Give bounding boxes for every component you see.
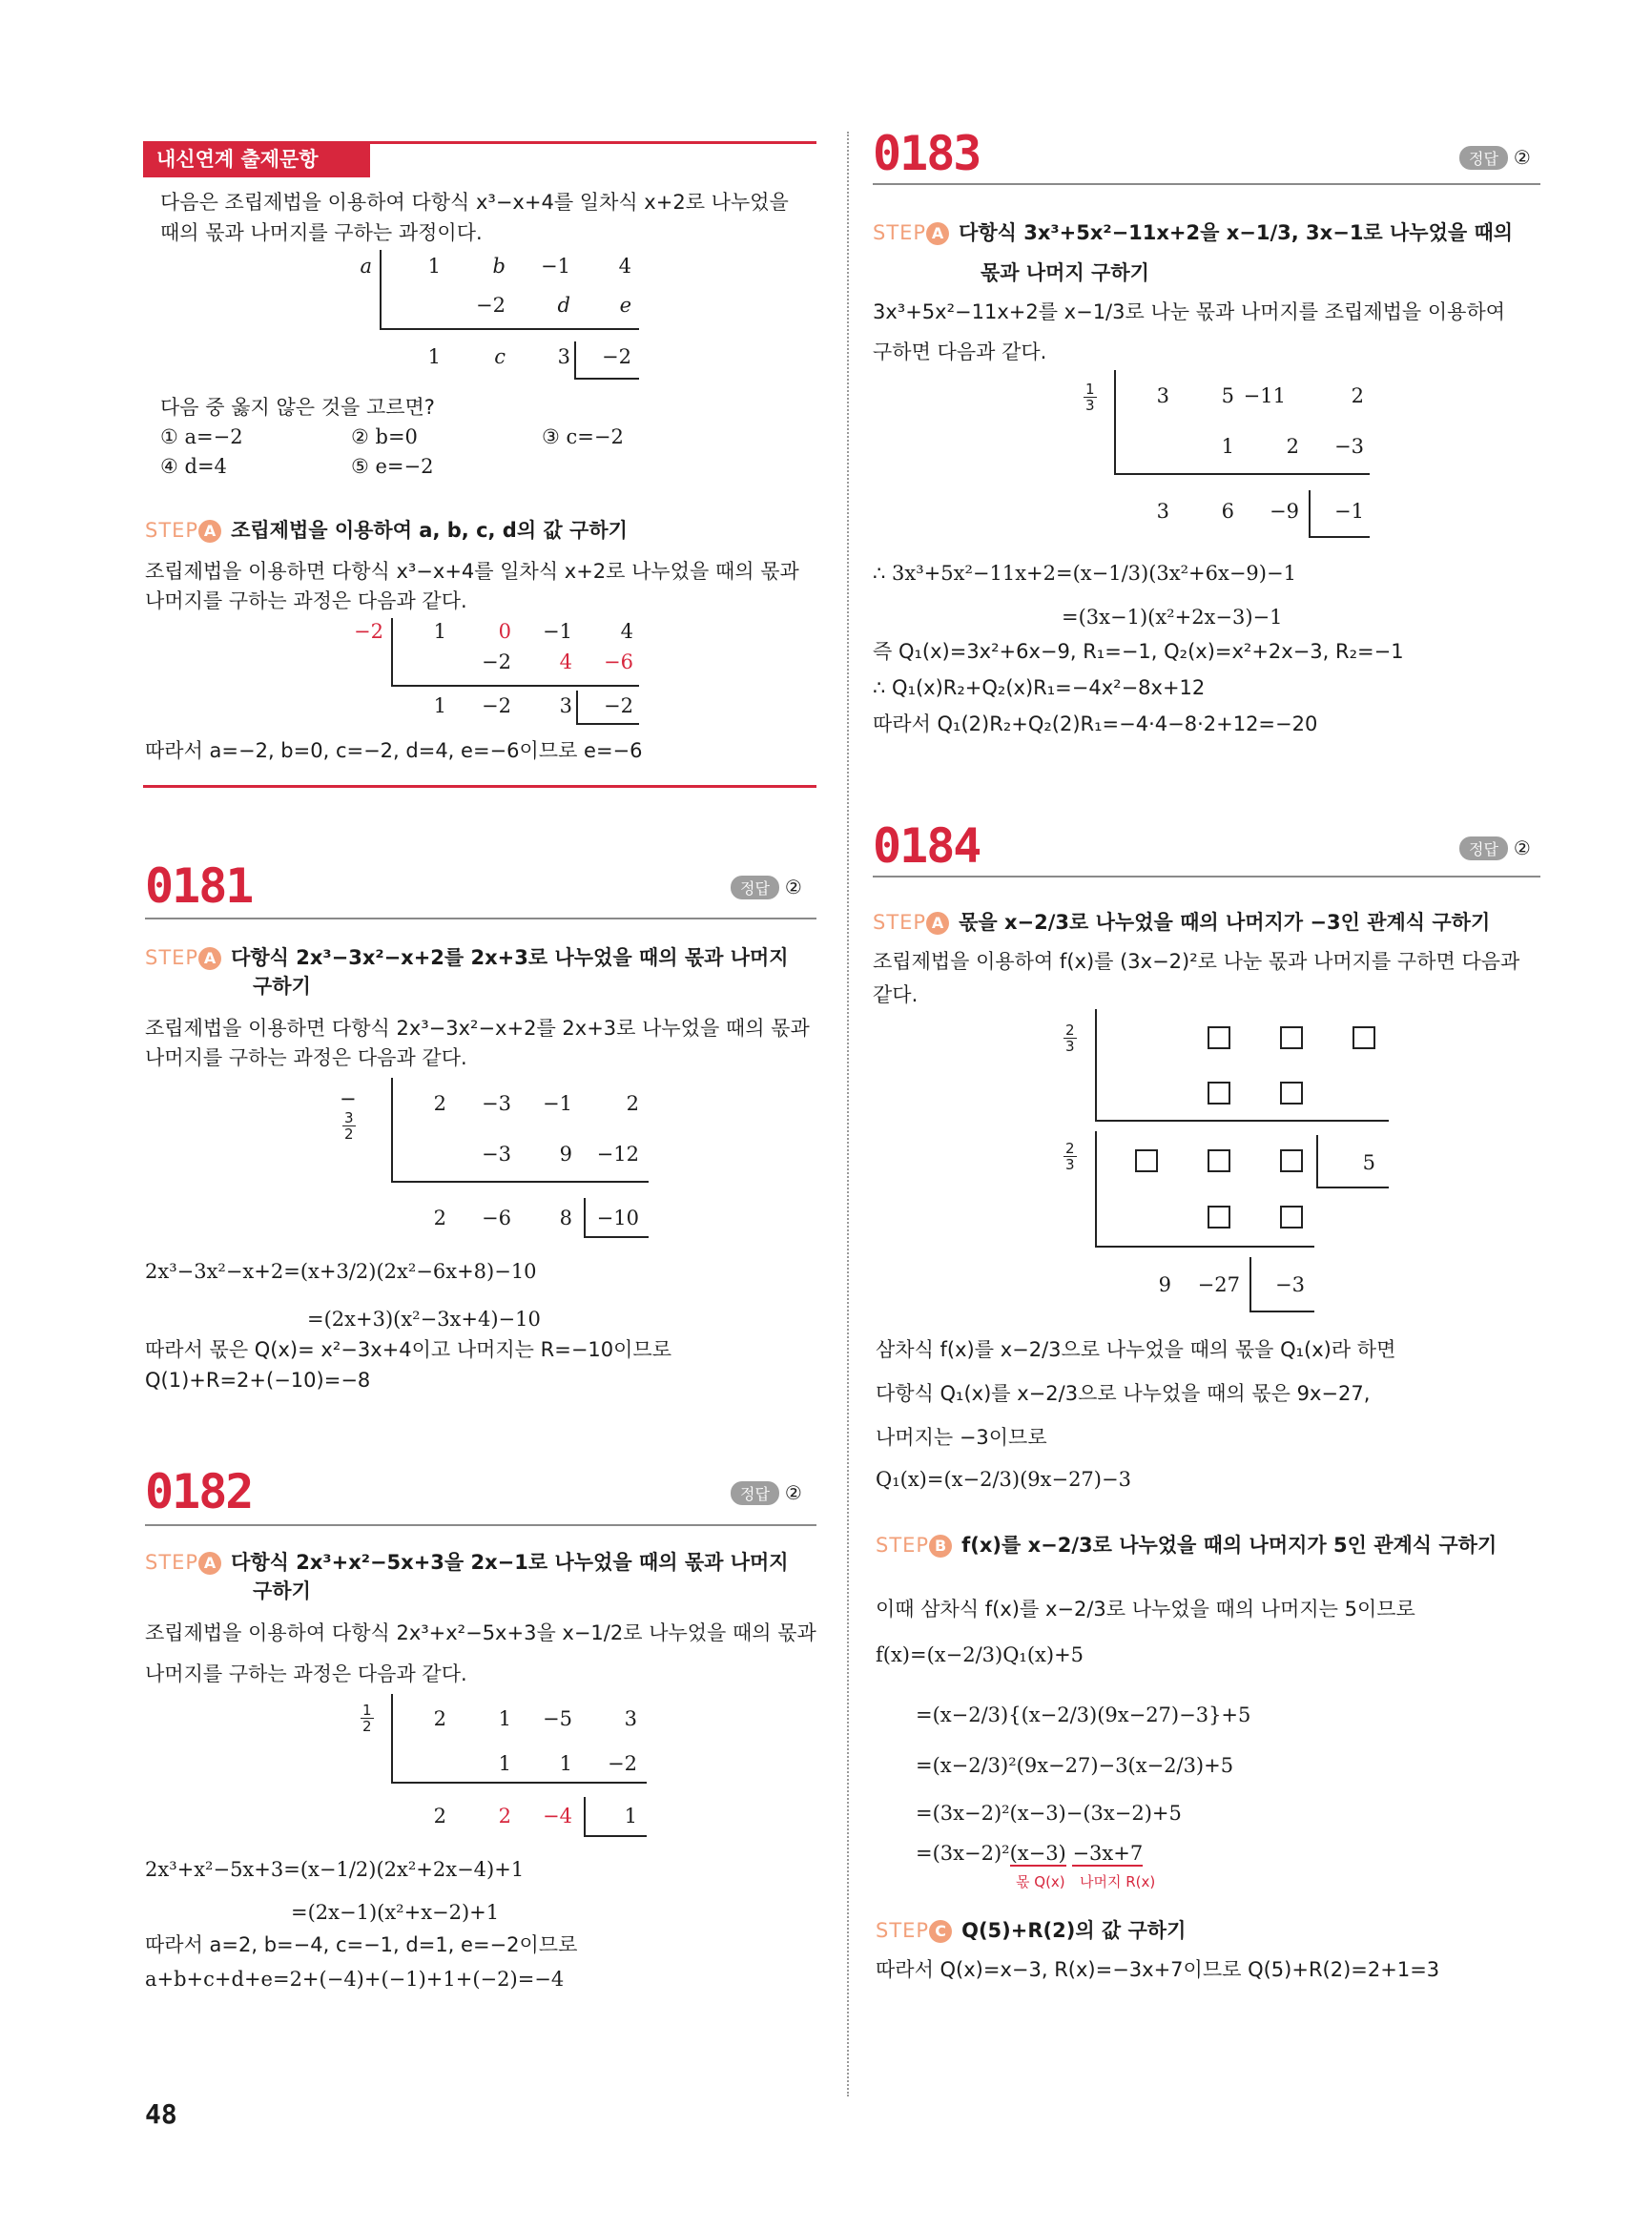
cell: 1: [498, 1752, 511, 1775]
cell: 2: [1286, 435, 1299, 458]
cell: −11: [1243, 384, 1286, 407]
cell: d: [557, 294, 570, 317]
cell: 4: [618, 255, 631, 278]
solution-line: 즉 Q₁(x)=3x²+6x−9, R₁=−1, Q₂(x)=x²+2x−3, R₂=−1: [873, 640, 1404, 663]
cell: b: [492, 255, 506, 278]
solution-line: a+b+c+d+e=2+(−4)+(−1)+1+(−2)=−4: [145, 1968, 565, 1991]
cell: 2: [1351, 384, 1364, 407]
solution-line: Q(1)+R=2+(−10)=−8: [145, 1369, 371, 1392]
cell: 2: [433, 1805, 446, 1827]
step-badge: C: [929, 1920, 952, 1943]
cell: −12: [596, 1143, 639, 1166]
step-badge: A: [198, 520, 221, 543]
step-title-cont: 몫과 나머지 구하기: [981, 261, 1149, 284]
equation: ∴ 3x³+5x²−11x+2=(x−1/3)(3x²+6x−9)−1: [873, 562, 1296, 585]
solution-line: 따라서 Q(x)=x−3, R(x)=−3x+7이므로 Q(5)+R(2)=2+1=3: [876, 1958, 1440, 1981]
solution-line: 따라서 몫은 Q(x)= x²−3x+4이고 나머지는 R=−10이므로: [145, 1338, 672, 1361]
solution-line: 나머지를 구하는 과정은 다음과 같다.: [145, 589, 467, 612]
cell: −5: [543, 1707, 572, 1730]
cell: 3: [1156, 384, 1169, 407]
choice-1: ① a=−2: [160, 425, 243, 448]
question-prompt: 다음 중 옳지 않은 것을 고르면?: [160, 396, 435, 419]
cell: 9: [559, 1143, 572, 1166]
divisor-fraction: − $\frac{3}{2}$: [340, 1087, 357, 1143]
column-divider: [847, 132, 849, 2096]
cell: −2: [482, 650, 511, 673]
step-title-cont: 구하기: [253, 975, 311, 998]
cell: −4: [543, 1805, 572, 1827]
cell: −1: [543, 1092, 572, 1115]
solution-line: 같다.: [873, 983, 919, 1006]
problem-number: 0182: [145, 1464, 253, 1519]
solution-conclusion: 따라서 a=−2, b=0, c=−2, d=4, e=−6이므로 e=−6: [145, 739, 643, 762]
cell: e: [619, 294, 631, 317]
solution-line: 이때 삼차식 f(x)를 x−2/3로 나누었을 때의 나머지는 5이므로: [876, 1598, 1415, 1621]
equation: 2x³+x²−5x+3=(x−1/2)(2x²+2x−4)+1: [145, 1858, 525, 1881]
cell: 3: [557, 345, 570, 368]
cell: 3: [624, 1707, 637, 1730]
equation: Q₁(x)=(x−2/3)(9x−27)−3: [876, 1468, 1131, 1491]
cell: −3: [482, 1092, 511, 1115]
equation: =(2x−1)(x²+x−2)+1: [291, 1901, 500, 1924]
section-banner: 내신연계 출제문항: [143, 141, 370, 177]
step-badge: A: [926, 912, 949, 935]
equation: 2x³−3x²−x+2=(x+3/2)(2x²−6x+8)−10: [145, 1260, 537, 1283]
blank-box: [1208, 1026, 1230, 1049]
note-quotient: 몫 Q(x): [1016, 1873, 1065, 1890]
divisor-fraction: $\frac{1}{3}$: [1085, 381, 1095, 414]
cell: −3: [1275, 1273, 1305, 1296]
solution-line: 나머지를 구하는 과정은 다음과 같다.: [145, 1046, 467, 1069]
step-badge: A: [926, 222, 949, 245]
solution-line: 삼차식 f(x)를 x−2/3으로 나누었을 때의 몫을 Q₁(x)라 하면: [876, 1338, 1396, 1361]
solution-line: 3x³+5x²−11x+2를 x−1/3로 나눈 몫과 나머지를 조립제법을 이용하여: [873, 300, 1506, 323]
step-badge: A: [198, 947, 221, 970]
cell: 1: [427, 255, 441, 278]
answer-tag: 정답 ②: [731, 876, 802, 899]
blank-box: [1208, 1206, 1230, 1229]
cell: c: [494, 345, 506, 368]
problem-number: 0181: [145, 858, 253, 914]
equation: =(x−2/3){(x−2/3)(9x−27)−3}+5: [916, 1703, 1251, 1726]
cell: −2: [608, 1752, 637, 1775]
question-intro-2: 때의 몫과 나머지를 구하는 과정이다.: [160, 221, 483, 244]
choice-4: ④ d=4: [160, 455, 227, 478]
step-badge: A: [198, 1552, 221, 1575]
problem-number: 0183: [873, 126, 981, 181]
cell: −6: [604, 650, 633, 673]
page-number: 48: [145, 2098, 177, 2130]
cell: 2: [498, 1805, 511, 1827]
cell: 2: [433, 1707, 446, 1730]
choice-3: ③ c=−2: [542, 425, 624, 448]
blank-box: [1353, 1026, 1375, 1049]
cell: −2: [602, 345, 631, 368]
cell: −1: [543, 620, 572, 643]
solution-line: 다항식 Q₁(x)를 x−2/3으로 나누었을 때의 몫은 9x−27,: [876, 1382, 1371, 1405]
cell: 1: [624, 1805, 637, 1827]
divisor: −2: [354, 620, 383, 643]
blank-box: [1135, 1149, 1158, 1172]
cell: 1: [433, 620, 446, 643]
problem-rule: [145, 918, 816, 919]
cell: −27: [1197, 1273, 1240, 1296]
cell: 2: [626, 1092, 639, 1115]
cell: 3: [559, 694, 572, 717]
cell: 8: [559, 1207, 572, 1229]
solution-line: 따라서 a=2, b=−4, c=−1, d=1, e=−2이므로: [145, 1933, 578, 1956]
cell: 5: [1362, 1151, 1375, 1174]
equation: =(3x−1)(x²+2x−3)−1: [1062, 606, 1283, 629]
cell: −1: [1334, 500, 1364, 523]
divisor-fraction: $\frac{2}{3}$: [1065, 1140, 1075, 1173]
step-b-header: STEP B f(x)를 x−2/3로 나누었을 때의 나머지가 5인 관계식 구하기: [876, 1534, 1497, 1557]
equation: f(x)=(x−2/3)Q₁(x)+5: [876, 1643, 1084, 1666]
solution-line: 조립제법을 이용하여 f(x)를 (3x−2)²로 나눈 몫과 나머지를 구하면 다음과: [873, 950, 1520, 973]
cell: 6: [1221, 500, 1234, 523]
solution-line: 구하면 다음과 같다.: [873, 341, 1047, 363]
cell: 2: [433, 1092, 446, 1115]
divisor: a: [360, 255, 372, 278]
cell: −3: [482, 1143, 511, 1166]
note-remainder: 나머지 R(x): [1080, 1873, 1156, 1890]
solution-line: 따라서 Q₁(2)R₂+Q₂(2)R₁=−4·4−8·2+12=−20: [873, 712, 1318, 735]
equation: =(x−2/3)²(9x−27)−3(x−2/3)+5: [916, 1754, 1234, 1777]
divisor-fraction: $\frac{1}{2}$: [362, 1702, 372, 1735]
answer-tag: 정답 ②: [1459, 146, 1531, 170]
cell: −2: [604, 694, 633, 717]
step-badge: B: [929, 1535, 952, 1558]
cell: 4: [559, 650, 572, 673]
cell: 1: [559, 1752, 572, 1775]
section-end-rule: [143, 785, 816, 788]
blank-box: [1208, 1149, 1230, 1172]
blank-box: [1280, 1026, 1303, 1049]
problem-rule: [873, 876, 1540, 878]
cell: −2: [482, 694, 511, 717]
step-a-header: STEP A 몫을 x−2/3로 나누었을 때의 나머지가 −3인 관계식 구하기: [873, 911, 1491, 934]
blank-box: [1280, 1082, 1303, 1105]
cell: −3: [1334, 435, 1364, 458]
blank-box: [1208, 1082, 1230, 1105]
solution-line: ∴ Q₁(x)R₂+Q₂(x)R₁=−4x²−8x+12: [873, 676, 1206, 699]
cell: 4: [620, 620, 633, 643]
divisor-fraction: $\frac{2}{3}$: [1065, 1022, 1075, 1055]
choice-5: ⑤ e=−2: [351, 455, 434, 478]
step-title-cont: 구하기: [253, 1580, 311, 1602]
step-c-header: STEP C Q(5)+R(2)의 값 구하기: [876, 1919, 1187, 1942]
answer-tag: 정답 ②: [1459, 836, 1531, 860]
problem-rule: [873, 183, 1540, 185]
cell: 1: [1221, 435, 1234, 458]
solution-line: 조립제법을 이용하면 다항식 2x³−3x²−x+2를 2x+3로 나누었을 때의 몫과: [145, 1017, 810, 1040]
question-intro-1: 다음은 조립제법을 이용하여 다항식 x³−x+4를 일차식 x+2로 나누었을: [160, 191, 789, 214]
step-a-header: STEP A 다항식 2x³−3x²−x+2를 2x+3로 나누었을 때의 몫과 나머지: [145, 946, 789, 969]
cell: −1: [541, 255, 570, 278]
cell: −6: [482, 1207, 511, 1229]
cell: 2: [433, 1207, 446, 1229]
step-a-header: STEP A 조립제법을 이용하여 a, b, c, d의 값 구하기: [145, 519, 628, 542]
answer-tag: 정답 ②: [731, 1481, 802, 1505]
cell: −9: [1270, 500, 1299, 523]
equation: =(3x−2)²(x−3)−(3x−2)+5: [916, 1802, 1182, 1825]
equation: =(2x+3)(x²−3x+4)−10: [307, 1308, 541, 1331]
blank-box: [1280, 1206, 1303, 1229]
cell: 1: [498, 1707, 511, 1730]
choice-2: ② b=0: [351, 425, 418, 448]
problem-rule: [145, 1524, 816, 1526]
equation-final: =(3x−2)²(x−3) −3x+7: [916, 1842, 1144, 1865]
solution-line: 조립제법을 이용하면 다항식 x³−x+4를 일차식 x+2로 나누었을 때의 몫과: [145, 560, 799, 583]
cell: 1: [427, 345, 441, 368]
solution-line: 나머지는 −3이므로: [876, 1426, 1047, 1449]
problem-number: 0184: [873, 818, 981, 874]
solution-line: 조립제법을 이용하여 다항식 2x³+x²−5x+3을 x−1/2로 나누었을 때의 몫과: [145, 1621, 816, 1644]
step-a-header: STEP A 다항식 2x³+x²−5x+3을 2x−1로 나누었을 때의 몫과 나머지: [145, 1551, 789, 1574]
cell: 9: [1158, 1273, 1171, 1296]
cell: −2: [476, 294, 506, 317]
cell: 5: [1221, 384, 1234, 407]
cell: 3: [1156, 500, 1169, 523]
solution-line: 나머지를 구하는 과정은 다음과 같다.: [145, 1662, 467, 1685]
cell: 0: [498, 620, 511, 643]
blank-box: [1280, 1149, 1303, 1172]
step-a-header: STEP A 다항식 3x³+5x²−11x+2을 x−1/3, 3x−1로 나누었을 때의: [873, 221, 1514, 244]
cell: −10: [596, 1207, 639, 1229]
cell: 1: [433, 694, 446, 717]
